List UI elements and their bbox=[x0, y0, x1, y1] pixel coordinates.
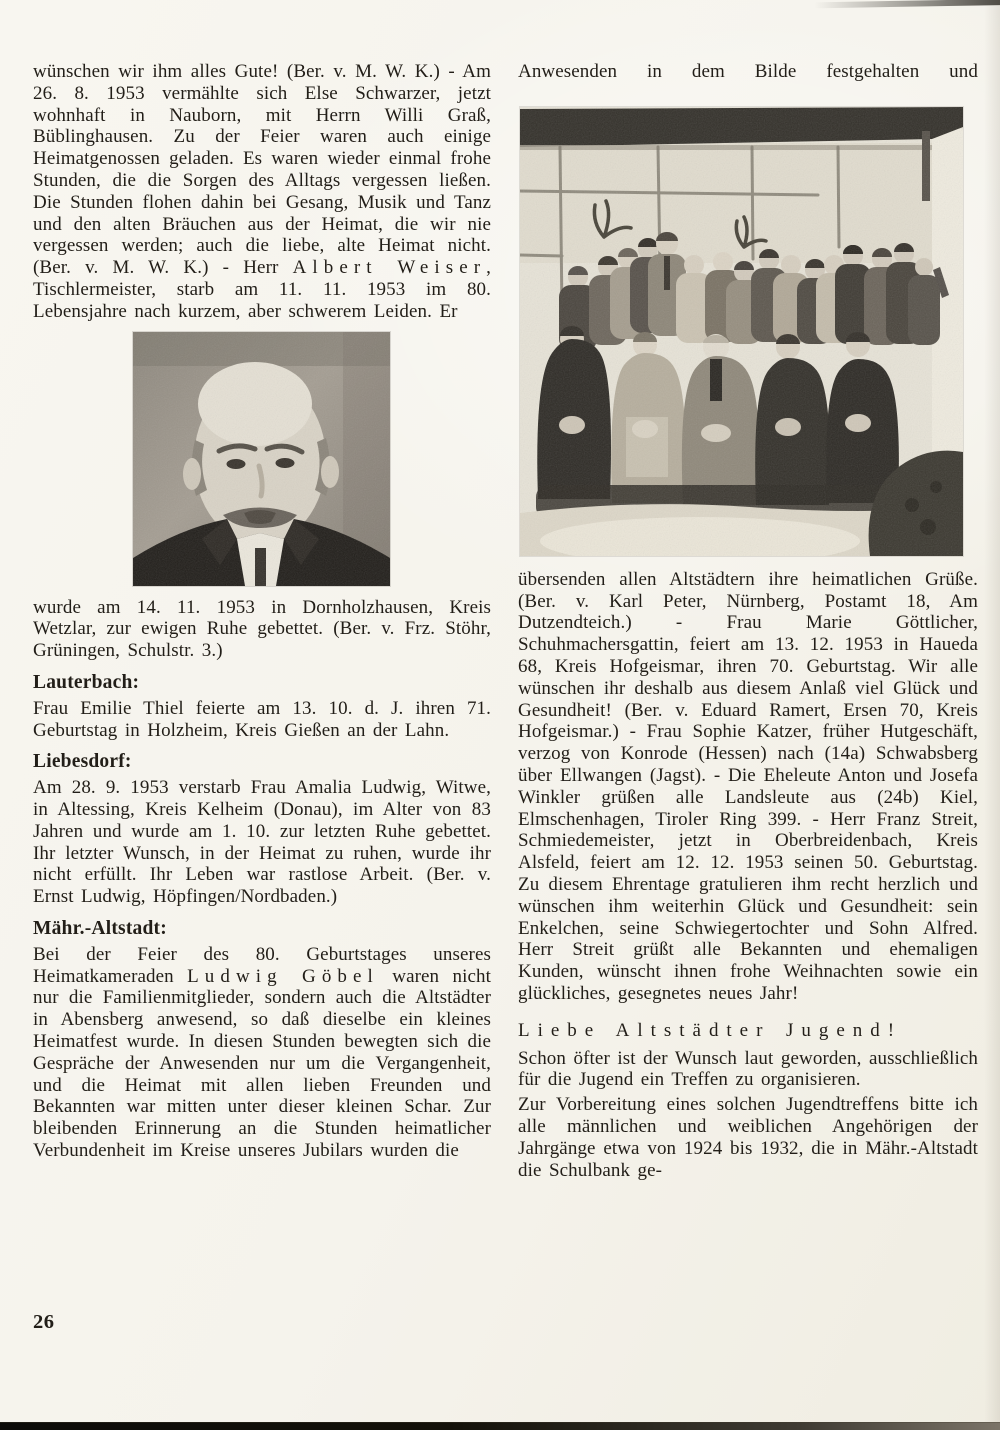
section-heading-jugend: Liebe Altstädter Jugend! bbox=[518, 1019, 903, 1041]
paragraph: Zur Vorbereitung eines solchen Jugendtreffens bitte ich alle männlichen und weiblichen Angehörigen der Jahrgänge etwa von 1924 bis 1932, die in Mähr.-Altstadt die Schulbank ge- bbox=[518, 1094, 978, 1181]
scan-edge-shadow bbox=[984, 0, 1000, 1430]
person-name-albert-weiser: Albert Weiser bbox=[292, 257, 487, 279]
paragraph: Anwesenden in dem Bilde festgehalten und bbox=[518, 61, 978, 82]
paragraph bbox=[33, 61, 491, 323]
scan-artifact-bottom bbox=[0, 1422, 1000, 1430]
paragraph: übersenden allen Altstädtern ihre heimatlichen Grüße. (Ber. v. Karl Peter, Nürnberg, Postamt 18, Am Dutzendteich.) - Frau Marie Göttlicher, Schuhmachersgattin, feiert am 13. 12. 1953 in Haueda 68, Kreis Hofgeismar, ihren 70. Geburtstag. Wir alle wünschen ihr deshalb aus diesem Anlaß viel Glück und Gesundheit! (Ber. v. Eduard Ramert, Ersen 70, Kreis Hofgeismar.) - Frau Sophie Katzer, früher Hutgeschäft, verzog von Konrode (Hessen) nach (14a) Schwabsberg über Ellwangen (Jagst). - Die Eheleute Anton und Josefa Winkler grüßen alle Landsleute aus (24b) Kiel, Elmschenhagen, Tiroler Ring 399. - Herr Franz Streit, Schmiedemeister, jetzt in Oberbreidenbach, Kreis Alsfeld, feiert am 12. 12. 1953 seinen 50. Geburtstag. Zu diesem Ehrentage gratulieren ihm recht herzlich und wünschen ihm weiterhin Glück und Gesundheit: sein Enkelchen, seine Schwiegertochter und Sohn Alfred. Herr Streit grüßt alle Bekannten und ehemaligen Kunden, wünscht ihnen frohe Weihnachten sowie ein glückliches, gesegnetes neues Jahr! bbox=[518, 568, 978, 1004]
right-column bbox=[518, 61, 978, 1184]
text-segment: Bei der Feier des 80. Geburtstages unseres Heimatkameraden bbox=[33, 943, 491, 987]
scan-artifact-top bbox=[814, 0, 1000, 8]
text-segment: , Tischlermeister, starb am 11. 11. 1953 im 80. Lebensjahre nach kurzem, aber schwerem Leiden. Er bbox=[33, 257, 491, 322]
group-photo-illustration bbox=[520, 107, 963, 556]
paragraph: Schon öfter ist der Wunsch laut geworden, ausschließlich für die Jugend ein Treffen zu organisieren. bbox=[518, 1047, 978, 1091]
group-photo bbox=[520, 107, 963, 556]
person-name-ludwig-goebel: Ludwig Göbel bbox=[187, 965, 379, 987]
text-segment: wünschen wir ihm alles Gute! (Ber. v. M. W. K.) - Am 26. 8. 1953 vermählte sich Else Schwarzer, jetzt wohnhaft in Nauborn, mit Herrn Willi Graß, Büblinghausen. Zu der Feier waren auch einige Heimatgenossen geladen. Es waren wieder einmal frohe Stunden, die die Sorgen des Alltags vergessen ließen. Die Stunden flohen dahin bei Gesang, Musik und Tanz und den alten Bräuchen aus der Heimat, die wir nie vergessen werden; auch die liebe, alte Heimat nicht. (Ber. v. M. W. K.) - Herr bbox=[33, 61, 491, 279]
section-heading-lauterbach: Lauterbach: bbox=[33, 671, 140, 693]
paragraph: Frau Emilie Thiel feierte am 13. 10. d. J. ihren 71. Geburtstag in Holzheim, Kreis Gießen an der Lahn. bbox=[33, 697, 491, 741]
text-segment: waren nicht nur die Familienmitglieder, sondern auch die Altstädter in Abensberg anwesend, so daß dieselbe ein kleines Heimatfest wurde. In diesen Stunden bewegten sich die Gespräche der Anwesenden nur um die Vergangenheit, und die Heimat mit allen lieben Freunden und Bekannten war mitten unter dieser kleinen Schar. Zur bleibenden Erinnerung an die Stunden heimatlicher Verbundenheit im Kreise unseres Jubilars wurden die bbox=[33, 965, 492, 1161]
section-heading-liebesdorf: Liebesdorf: bbox=[33, 751, 132, 773]
section-heading-maehr-altstadt: Mähr.-Altstadt: bbox=[33, 917, 167, 939]
paragraph: wurde am 14. 11. 1953 in Dornholzhausen, Kreis Wetzlar, zur ewigen Ruhe gebettet. (Ber. v. Frz. Stöhr, Grüningen, Schulstr. 3.) bbox=[33, 596, 491, 662]
portrait-photo bbox=[133, 332, 390, 586]
paragraph: Am 28. 9. 1953 verstarb Frau Amalia Ludwig, Witwe, in Altessing, Kreis Kelheim (Donau), im Alter von 83 Jahren und wurde am 1. 10. zur letzten Ruhe gebettet. Ihr letzter Wunsch, in der Heimat zu ruhen, wurde ihr nicht erfüllt. Ihr Leben war rastlose Arbeit. (Ber. v. Ernst Ludwig, Höpfingen/Nordbaden.) bbox=[33, 777, 491, 908]
page-number: 26 bbox=[33, 1311, 55, 1333]
left-column bbox=[33, 61, 491, 1165]
paragraph bbox=[33, 944, 491, 1162]
portrait-photo-illustration bbox=[133, 332, 390, 586]
